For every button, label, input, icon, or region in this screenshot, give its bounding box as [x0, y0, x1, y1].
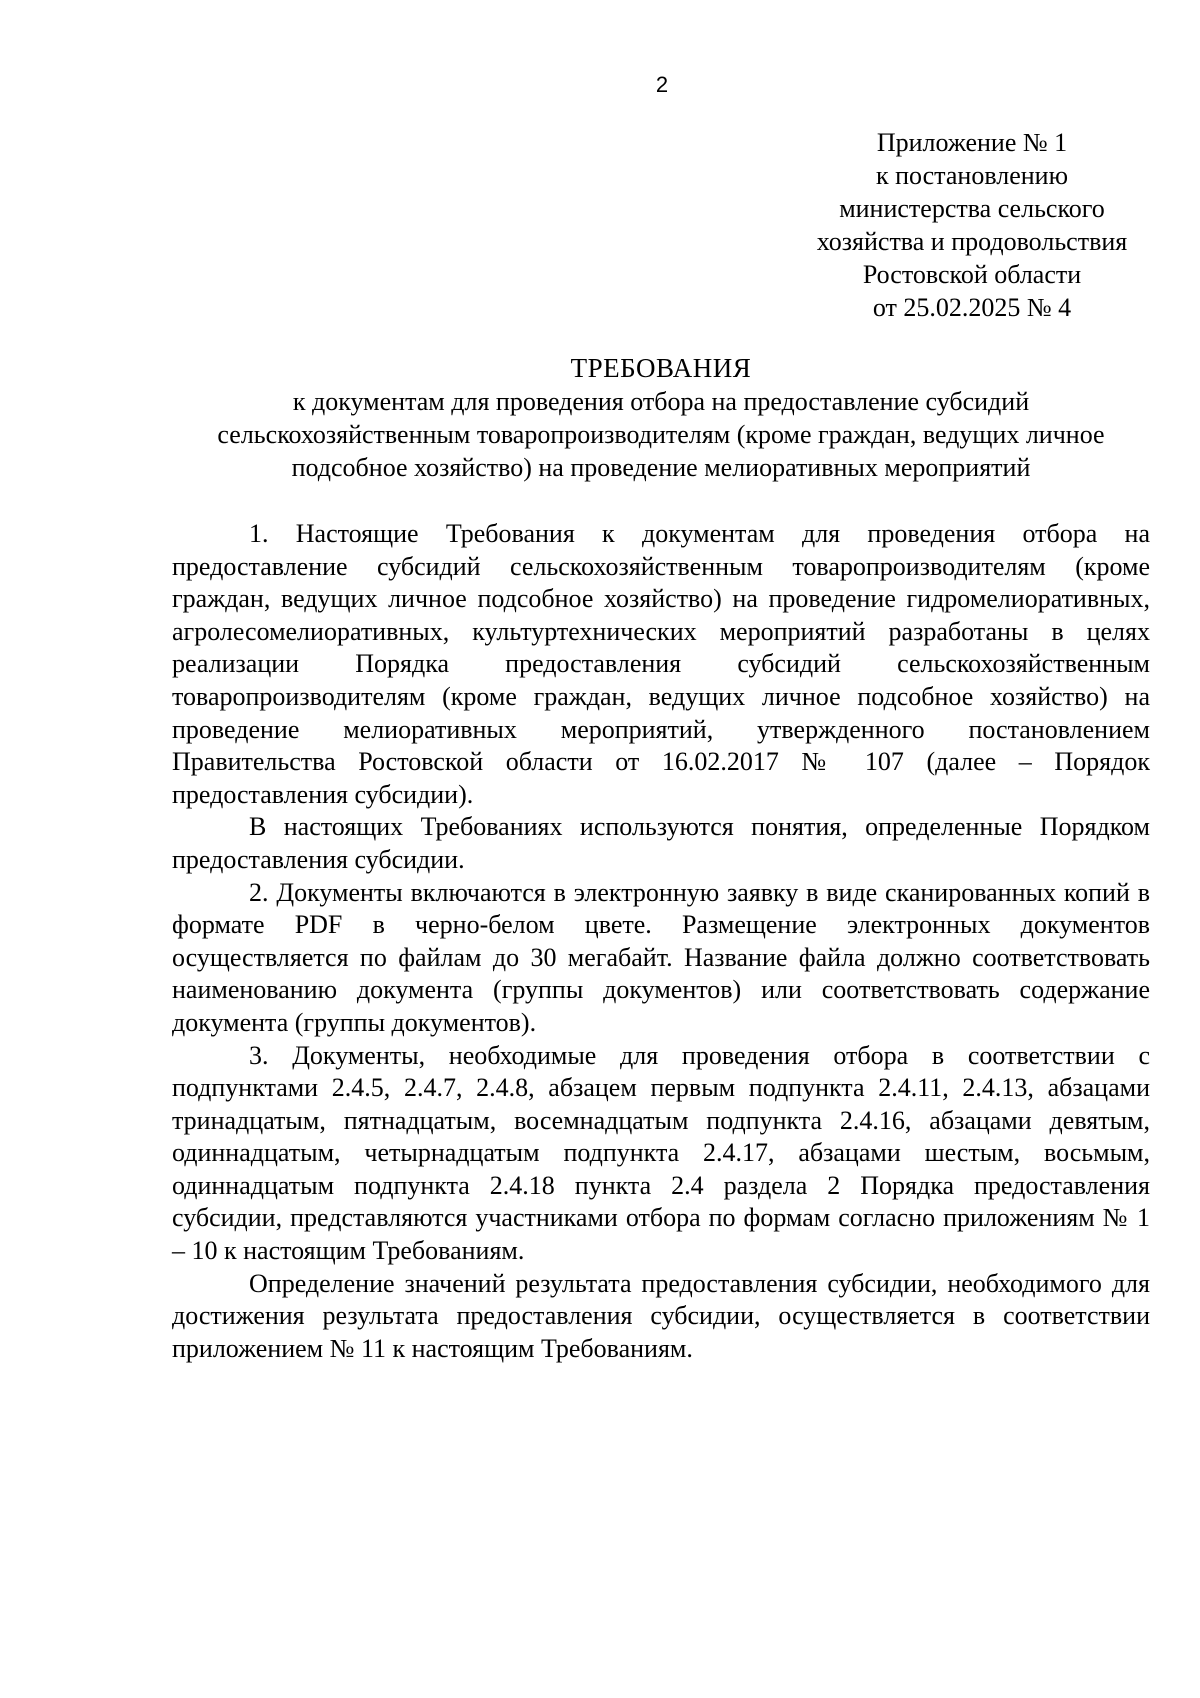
document-subtitle: к документам для проведения отбора на предоставление субсидий сельскохозяйственным товаропроизводителям (кроме граждан, ведущих личное подсобное хозяйство) на проведение мелиоративных мероприятий: [217, 387, 1105, 482]
paragraph: 3. Документы, необходимые для проведения отбора в соответствии с подпунктами 2.4.5, 2.4.7, 2.4.8, абзацем первым подпункта 2.4.11, 2.4.13, абзацами тринадцатым, пятнадцатым, восемнадцатым подпункта 2.4.16, абзацами девятым, одиннадцатым, четырнадцатым подпункта 2.4.17, абзацами шестым, восьмым, одиннадцатым подпункта 2.4.18 пункта 2.4 раздела 2 Порядка предоставления субсидии, представляются участниками отбора по формам согласно приложениям № 1 – 10 к настоящим Требованиям.: [172, 1040, 1150, 1266]
annex-line: к постановлению: [875, 161, 1069, 190]
annex-header: [807, 126, 1137, 324]
annex-line: хозяйства и продовольствия: [816, 227, 1128, 256]
paragraph: Определение значений результата предоставления субсидии, необходимого для достижения результата предоставления субсидии, осуществляется в соответствии приложением № 11 к настоящим Требованиям.: [172, 1268, 1150, 1363]
paragraph: В настоящих Требованиях используются понятия, определенные Порядком предоставления субсидии.: [172, 812, 1150, 874]
paragraph: 1. Настоящие Требования к документам для проведения отбора на предоставление субсидий сельскохозяйственным товаропроизводителям (кроме граждан, ведущих личное подсобное хозяйство) на проведение гидромелиоративных, агролесомелиоративных, культуртехнических мероприятий разработаны в целях реализации Порядка предоставления субсидий сельскохозяйственным товаропроизводителям (кроме граждан, ведущих личное подсобное хозяйство) на проведение мелиоративных мероприятий, утвержденного постановлением Правительства Ростовской области от 16.02.2017 № 107 (далее – Порядок предоставления субсидии).: [172, 519, 1150, 809]
document-title-block: [172, 352, 1150, 484]
paragraph: 2. Документы включаются в электронную заявку в виде сканированных копий в формате PDF в черно-белом цвете. Размещение электронных документов осуществляется по файлам до 30 мегабайт. Название файла должно соответствовать наименованию документа (группы документов) или соответствовать содержание документа (группы документов).: [172, 877, 1150, 1037]
annex-line: Ростовской области: [862, 260, 1082, 289]
page-number: 2: [655, 72, 669, 97]
annex-line: Приложение № 1: [876, 128, 1068, 157]
document-title: ТРЕБОВАНИЯ: [570, 353, 752, 383]
annex-line: от 25.02.2025 № 4: [872, 293, 1072, 322]
annex-line: министерства сельского: [839, 194, 1105, 223]
document-body: [172, 518, 1150, 1365]
